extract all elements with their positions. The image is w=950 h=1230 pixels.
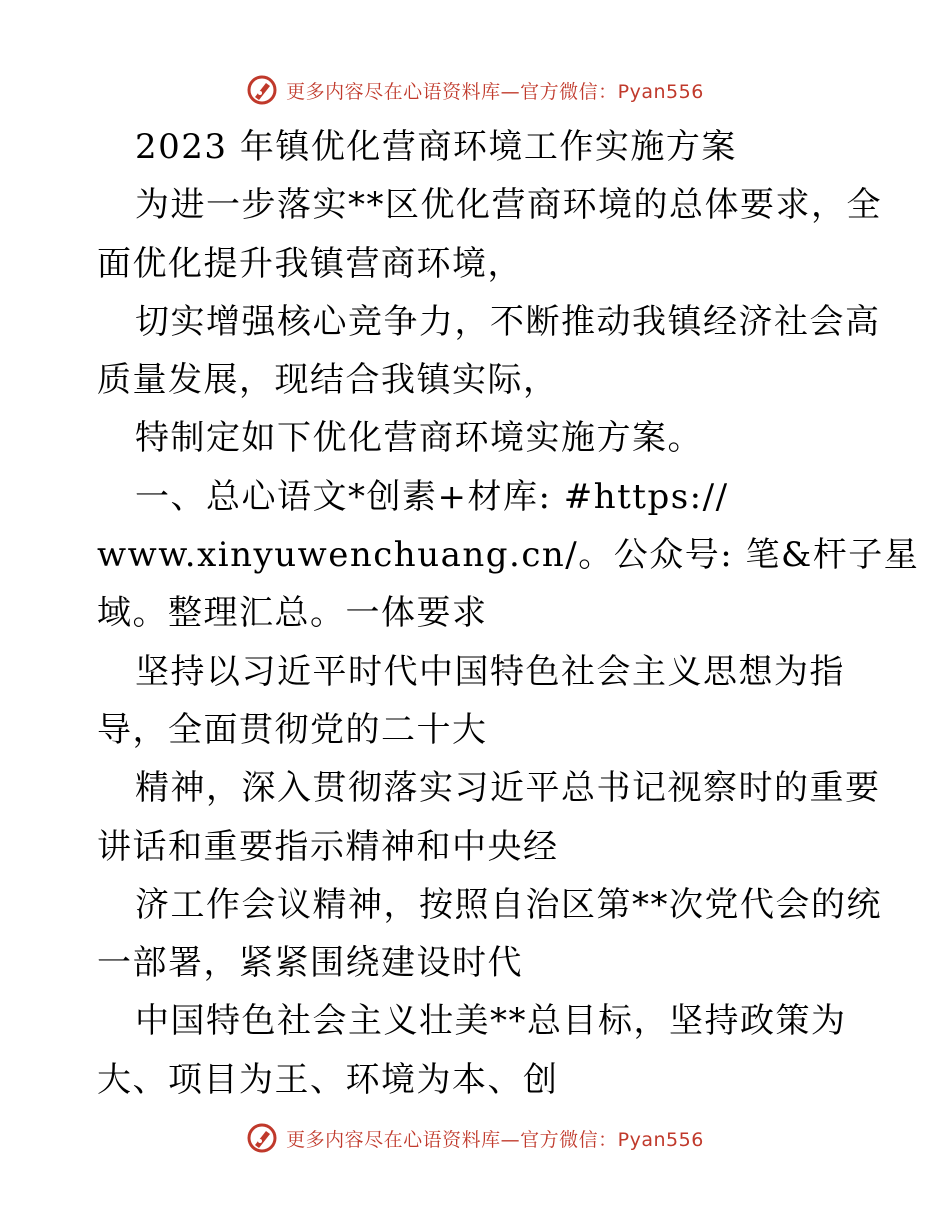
paragraph-line: 域。整理汇总。一体要求	[97, 593, 488, 634]
paragraph-line: 一、总心语文*创素+材库: #https://	[135, 476, 729, 517]
paragraph-line: 质量发展，现结合我镇实际，	[97, 360, 559, 401]
paragraph-line: www.xinyuwenchuang.cn/。公众号: 笔&杆子星	[97, 535, 920, 576]
footer-banner	[0, 1118, 950, 1158]
paragraph-line: 特制定如下优化营商环境实施方案。	[135, 418, 703, 459]
pen-circle-logo-icon	[246, 74, 278, 106]
paragraph-line: 一部署，紧紧围绕建设时代	[97, 943, 523, 984]
paragraph-line: 大、项目为王、环境为本、创	[97, 1059, 559, 1100]
paragraph-line: 为进一步落实**区优化营商环境的总体要求，全	[135, 185, 882, 226]
paragraph-line: 坚持以习近平时代中国特色社会主义思想为指	[135, 651, 845, 692]
paragraph-line: 中国特色社会主义壮美**总目标，坚持政策为	[135, 1001, 847, 1042]
paragraph-line: 精神，深入贯彻落实习近平总书记视察时的重要	[135, 768, 881, 809]
paragraph-line: 面优化提升我镇营商环境，	[97, 243, 523, 284]
paragraph-line: 导，全面贯彻党的二十大	[97, 709, 488, 750]
document-body	[97, 118, 920, 1109]
paragraph-line: 切实增强核心竞争力，不断推动我镇经济社会高	[135, 301, 881, 342]
paragraph-line: 讲话和重要指示精神和中央经	[97, 826, 559, 867]
paragraph-line: 济工作会议精神，按照自治区第**次党代会的统	[135, 884, 882, 925]
pen-circle-logo-icon	[246, 1122, 278, 1154]
document-title: 2023 年镇优化营商环境工作实施方案	[135, 127, 737, 167]
banner-text: 更多内容尽在心语资料库—官方微信：Pyan556	[286, 80, 704, 103]
header-banner	[0, 70, 950, 110]
banner-text: 更多内容尽在心语资料库—官方微信：Pyan556	[286, 1128, 704, 1151]
